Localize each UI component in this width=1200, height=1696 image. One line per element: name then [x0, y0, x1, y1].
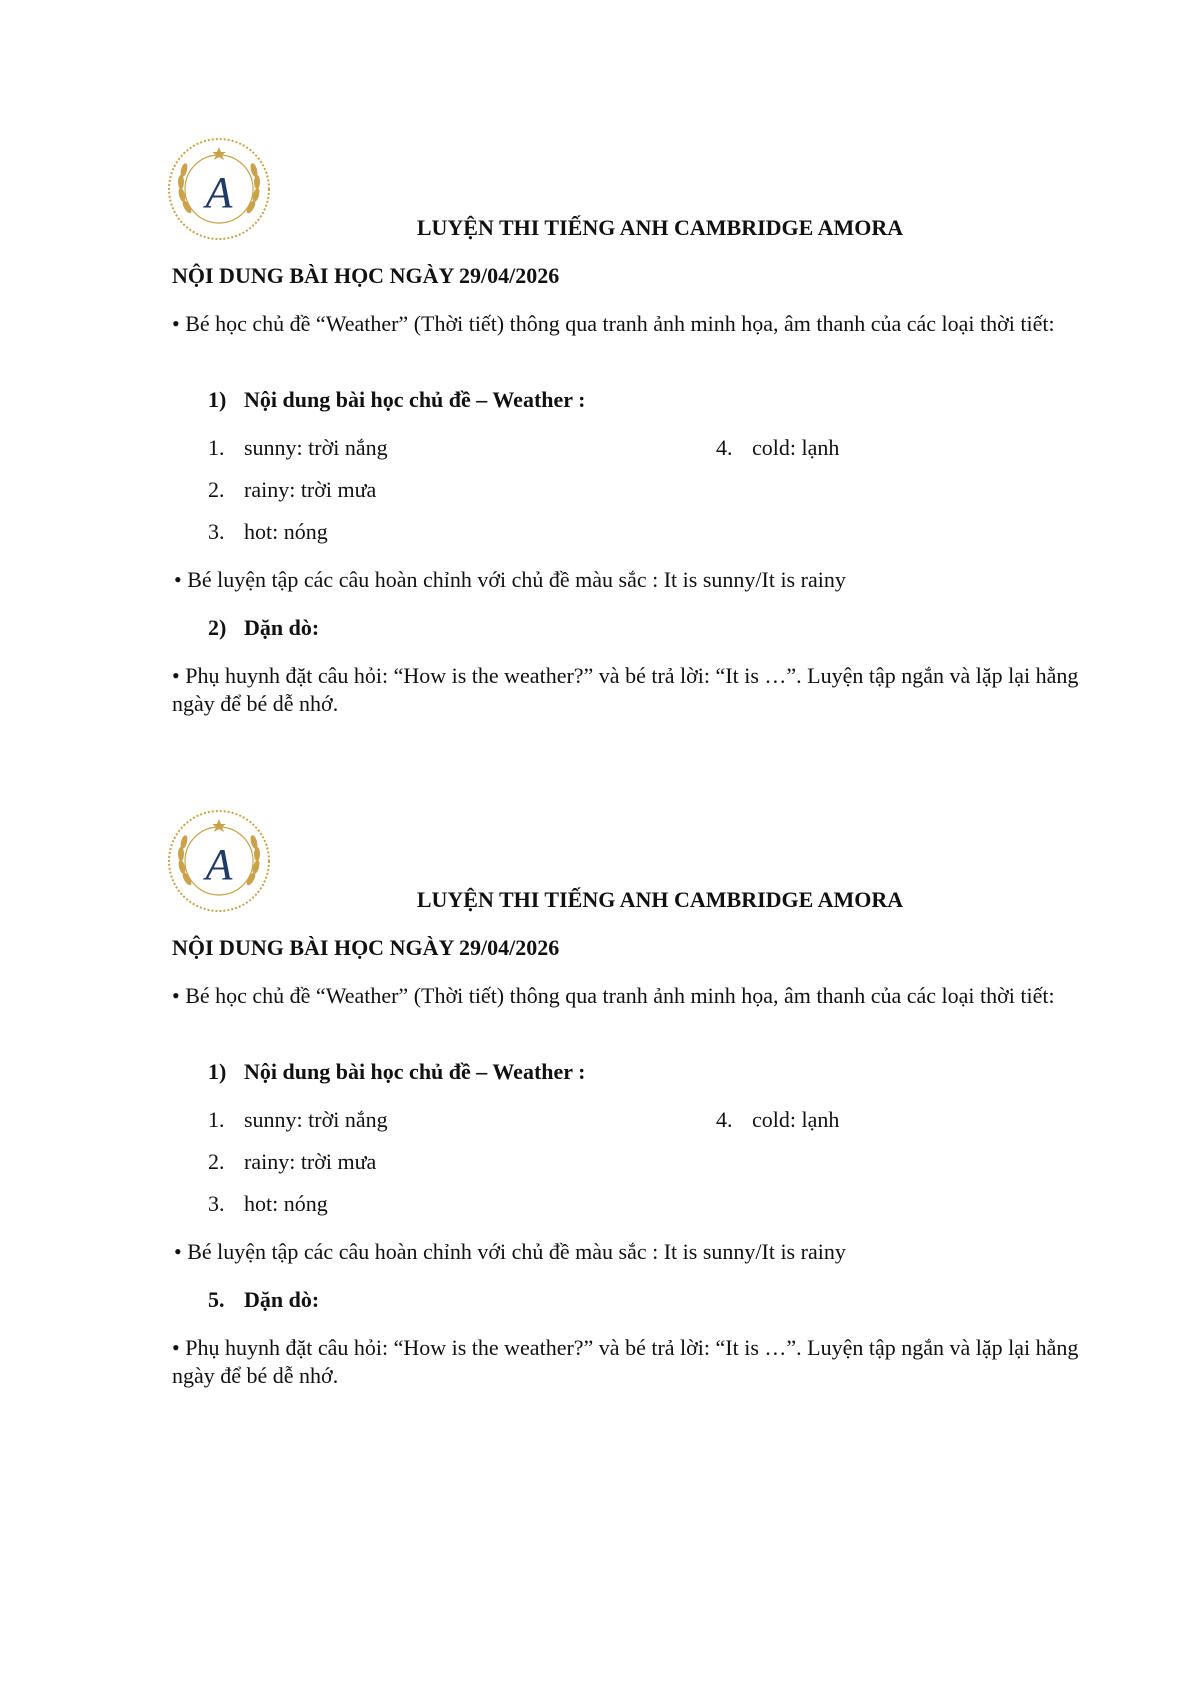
- logo-letter: A: [205, 168, 233, 217]
- heading-number: 5.: [208, 1287, 225, 1312]
- date-line: NỘI DUNG BÀI HỌC NGÀY 29/04/2026: [172, 935, 560, 960]
- vocab-item: cold: lạnh: [752, 435, 840, 460]
- vocab-item: rainy: trời mưa: [244, 477, 377, 502]
- practice-line: • Bé luyện tập các câu hoàn chỉnh với chủ đề màu sắc : It is sunny/It is rainy: [174, 567, 846, 592]
- vocab-number: 4.: [716, 1107, 733, 1132]
- vocab-number: 1.: [208, 435, 225, 460]
- heading-number: 1): [208, 1059, 227, 1084]
- homework-paragraph: • Phụ huynh đặt câu hỏi: “How is the weather?” và bé trả lời: “It is …”. Luyện tập ngắn và lặp lại hằng ngày để bé dễ nhớ.: [172, 1335, 1079, 1388]
- heading-content: Nội dung bài học chủ đề – Weather :: [244, 387, 586, 412]
- heading-content: Dặn dò:: [244, 615, 320, 640]
- heading-content: Nội dung bài học chủ đề – Weather :: [244, 1059, 586, 1084]
- heading-number: 1): [208, 387, 227, 412]
- intro-paragraph: • Bé học chủ đề “Weather” (Thời tiết) thông qua tranh ảnh minh họa, âm thanh của các loại thời tiết:: [172, 311, 1055, 336]
- homework-paragraph: • Phụ huynh đặt câu hỏi: “How is the weather?” và bé trả lời: “It is …”. Luyện tập ngắn và lặp lại hằng ngày để bé dễ nhớ.: [172, 663, 1079, 716]
- vocab-number: 3.: [208, 1191, 225, 1216]
- vocab-item: rainy: trời mưa: [244, 1149, 377, 1174]
- vocab-number: 3.: [208, 519, 225, 544]
- header-title: LUYỆN THI TIẾNG ANH CAMBRIDGE AMORA: [416, 215, 904, 240]
- heading-number: 2): [208, 615, 227, 640]
- vocab-item: cold: lạnh: [752, 1107, 840, 1132]
- lesson-section-1: [0, 0, 1200, 680]
- date-line: NỘI DUNG BÀI HỌC NGÀY 29/04/2026: [172, 263, 560, 288]
- lesson-section-2: [0, 672, 1200, 1352]
- practice-line: • Bé luyện tập các câu hoàn chỉnh với chủ đề màu sắc : It is sunny/It is rainy: [174, 1239, 846, 1264]
- vocab-number: 2.: [208, 1149, 225, 1174]
- vocab-item: hot: nóng: [244, 519, 328, 544]
- vocab-item: hot: nóng: [244, 1191, 328, 1216]
- vocab-number: 4.: [716, 435, 733, 460]
- vocab-item: sunny: trời nắng: [244, 435, 388, 460]
- vocab-item: sunny: trời nắng: [244, 1107, 388, 1132]
- vocab-number: 1.: [208, 1107, 225, 1132]
- heading-content: Dặn dò:: [244, 1287, 320, 1312]
- intro-paragraph: • Bé học chủ đề “Weather” (Thời tiết) thông qua tranh ảnh minh họa, âm thanh của các loại thời tiết:: [172, 983, 1055, 1008]
- vocab-number: 2.: [208, 477, 225, 502]
- header-title: LUYỆN THI TIẾNG ANH CAMBRIDGE AMORA: [416, 887, 904, 912]
- logo-letter: A: [205, 840, 233, 889]
